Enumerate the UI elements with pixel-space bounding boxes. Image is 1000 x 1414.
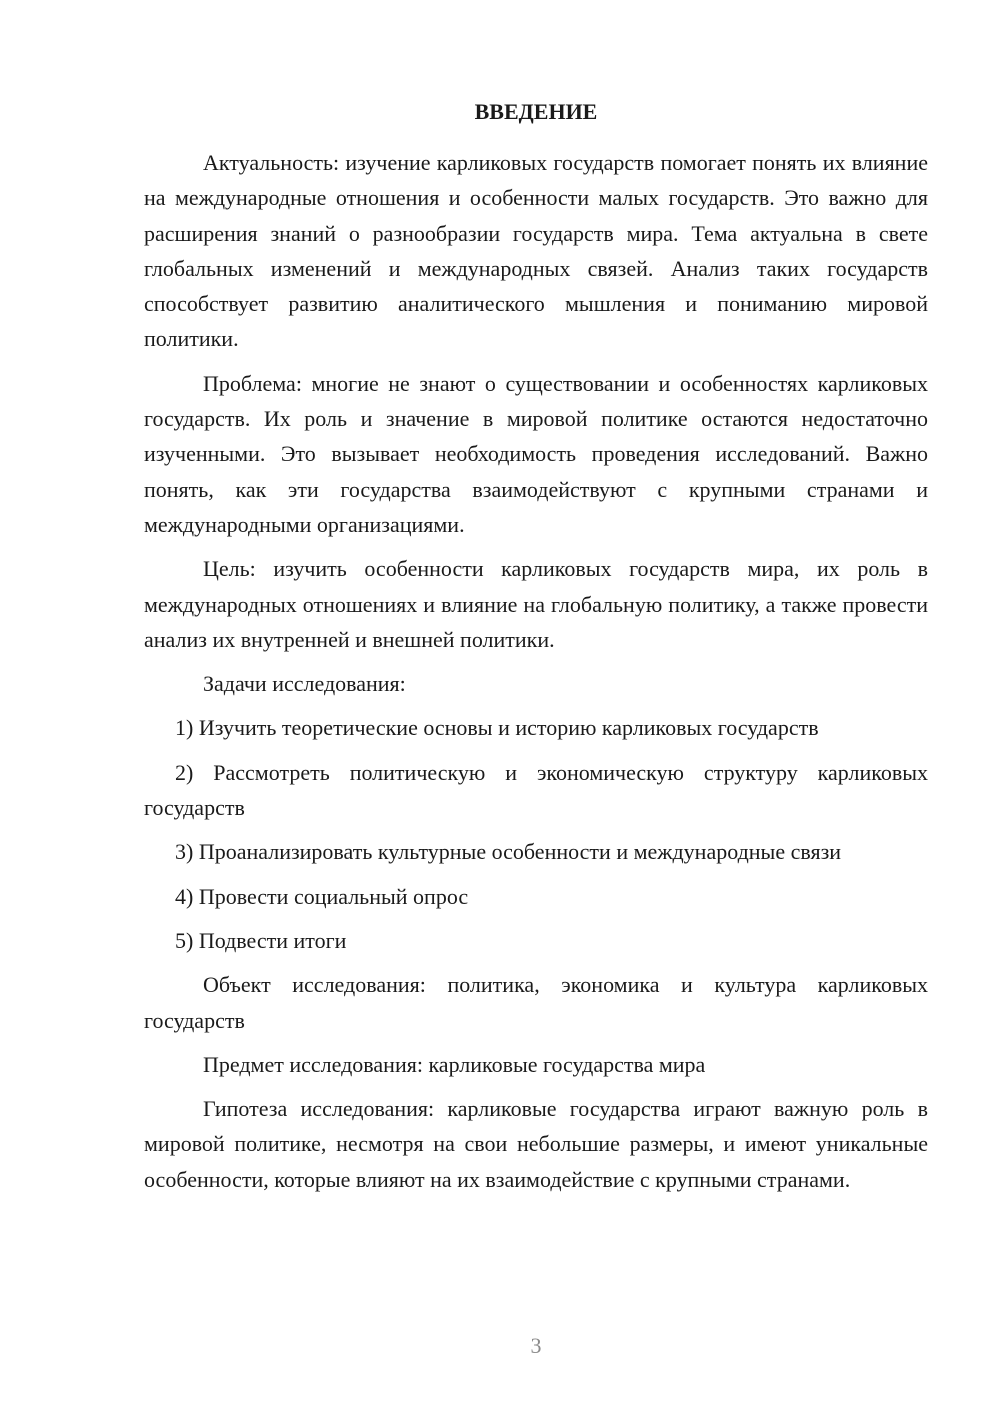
goal-paragraph: Цель: изучить особенности карликовых государств мира, их роль в международных отношениях и влияние на глобальную политику, а также провести анализ их внутренней и внешней политики. [144, 556, 928, 652]
task-item-1: 1) Изучить теоретические основы и историю карликовых государств [175, 715, 819, 741]
page-number: 3 [530, 1333, 542, 1358]
task-item-3: 3) Проанализировать культурные особенности и международные связи [175, 839, 842, 865]
task-item-4: 4) Провести социальный опрос [175, 883, 469, 909]
relevance-paragraph: Актуальность: изучение карликовых государств помогает понять их влияние на международные отношения и особенности малых государств. Это важно для расширения знаний о разнообразии государств мира. Тема актуальна в свете глобальных изменений и международных связей. Анализ таких государств способствует развитию аналитического мышления и пониманию мировой политики. [144, 150, 928, 352]
problem-paragraph: Проблема: многие не знают о существовании и особенностях карликовых государств. Их роль и значение в мировой политике остаются недостаточно изученными. Это вызывает необходимость проведения исследований. Важно понять, как эти государства взаимодействуют с крупными странами и международными организациями. [144, 370, 928, 537]
task-item-2: 2) Рассмотреть политическую и экономическую структуру карликовых государств [144, 759, 928, 821]
object-paragraph: Объект исследования: политика, экономика и культура карликовых государств [144, 972, 928, 1033]
page-title: ВВЕДЕНИЕ [474, 99, 598, 124]
hypothesis-paragraph: Гипотеза исследования: карликовые государства играют важную роль в мировой политике, несмотря на свои небольшие размеры, и имеют уникальные особенности, которые влияют на их взаимодействие с крупными странами. [144, 1096, 928, 1192]
tasks-heading: Задачи исследования: [203, 671, 406, 697]
page-content [144, 94, 928, 1197]
task-item-5: 5) Подвести итоги [175, 927, 347, 953]
subject-paragraph: Предмет исследования: карликовые государства мира [203, 1051, 706, 1077]
